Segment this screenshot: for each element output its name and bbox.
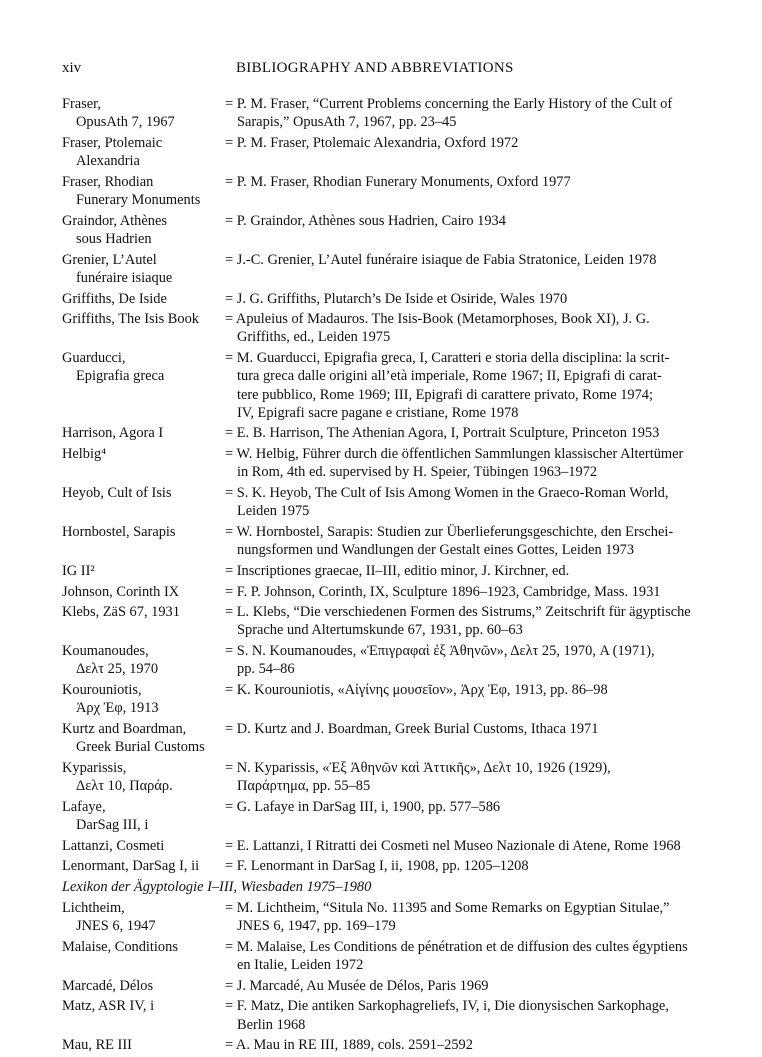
entry-reference: [225, 562, 702, 580]
abbreviation-line: Guarducci,: [62, 350, 126, 367]
reference-line: en Italie, Leiden 1972: [237, 956, 364, 973]
abbreviation-line: Griffiths, The Isis Book: [62, 311, 199, 328]
bibliography-entry: [62, 681, 702, 717]
reference-line: = M. Guarducci, Epigrafia greca, I, Caratteri e storia della disciplina: la scrit-: [225, 349, 702, 367]
reference-line: = L. Klebs, “Die verschiedenen Formen des Sistrums,” Zeitschrift für ägyptische: [225, 603, 702, 621]
reference-line: = J. G. Griffiths, Plutarch’s De Iside et Osiride, Wales 1970: [225, 290, 702, 308]
abbreviation-line: Helbig⁴: [62, 446, 107, 463]
reference-line: Berlin 1968: [237, 1016, 306, 1033]
entry-reference: [225, 759, 702, 795]
abbreviation-line: Funerary Monuments: [76, 192, 201, 209]
reference-line: tura greca dalle origini all’età imperiale, Rome 1967; II, Epigrafi di carat-: [237, 368, 662, 385]
bibliography-entry: [62, 583, 702, 601]
abbreviation-line: Kourouniotis,: [62, 682, 142, 699]
bibliography-entry: [62, 424, 702, 442]
entry-abbreviation: [62, 938, 225, 974]
abbreviation-line: Koumanoudes,: [62, 643, 149, 660]
bibliography-entry: [62, 134, 702, 170]
bibliography-entry: [62, 759, 702, 795]
bibliography-entry: [62, 603, 702, 639]
abbreviation-line: Grenier, L’Autel: [62, 251, 157, 268]
entry-reference: [225, 484, 702, 520]
abbreviation-line: Δελτ 25, 1970: [76, 661, 159, 678]
reference-line: = P. Graindor, Athènes sous Hadrien, Cairo 1934: [225, 212, 702, 230]
reference-line: Griffiths, ed., Leiden 1975: [237, 329, 391, 346]
entry-abbreviation: [62, 290, 225, 308]
entry-reference: [225, 938, 702, 974]
bibliography-entry: [62, 720, 702, 756]
entry-abbreviation: [62, 349, 225, 422]
page-header: [0, 60, 762, 82]
abbreviation-line: Griffiths, De Iside: [62, 290, 167, 307]
reference-line: = P. M. Fraser, “Current Problems concerning the Early History of the Cult of: [225, 95, 702, 113]
reference-line: = K. Kourouniotis, «Αἰγίνης μουσεῖον», Ἀρχ Ἐφ, 1913, pp. 86–98: [225, 681, 702, 699]
entry-reference: [225, 212, 702, 248]
bibliography-entry: [62, 173, 702, 209]
reference-line: IV, Epigrafi sacre pagane e cristiane, Rome 1978: [237, 404, 519, 421]
bibliography-entry: [62, 310, 702, 346]
entry-reference: [225, 251, 702, 287]
entry-abbreviation: [62, 424, 225, 442]
reference-line: = W. Hornbostel, Sarapis: Studien zur Überlieferungsgeschichte, den Erschei-: [225, 523, 702, 541]
reference-line: pp. 54–86: [237, 661, 295, 678]
reference-line: = Inscriptiones graecae, II–III, editio minor, J. Kirchner, ed.: [225, 562, 702, 580]
entry-reference: [225, 798, 702, 834]
abbreviation-line: Fraser, Rhodian: [62, 173, 154, 190]
abbreviation-line: Δελτ 10, Παράρ.: [76, 778, 173, 795]
reference-line: = S. N. Koumanoudes, «Ἐπιγραφαὶ ἐξ Ἀθηνῶν», Δελτ 25, 1970, A (1971),: [225, 642, 702, 660]
abbreviation-line: Harrison, Agora I: [62, 425, 164, 442]
bibliography-entry: [62, 977, 702, 995]
abbreviation-line: Klebs, ZäS 67, 1931: [62, 604, 180, 621]
abbreviation-line: Johnson, Corinth IX: [62, 583, 180, 600]
entry-abbreviation: [62, 310, 225, 346]
abbreviation-line: Lichtheim,: [62, 899, 125, 916]
entry-reference: [225, 1036, 702, 1054]
bibliography-entry: [62, 290, 702, 308]
entry-reference: [225, 173, 702, 209]
entry-abbreviation: [62, 212, 225, 248]
reference-line: Παράρτημα, pp. 55–85: [237, 778, 371, 795]
abbreviation-line: IG II²: [62, 562, 95, 579]
entry-reference: [225, 310, 702, 346]
abbreviation-line: Lattanzi, Cosmeti: [62, 837, 165, 854]
abbreviation-line: JNES 6, 1947: [76, 918, 156, 935]
abbreviation-line: Alexandria: [76, 153, 140, 170]
entry-reference: [225, 95, 702, 131]
reference-line: = F. P. Johnson, Corinth, IX, Sculpture 1896–1923, Cambridge, Mass. 1931: [225, 583, 702, 601]
entry-abbreviation: [62, 523, 225, 559]
abbreviation-line: Fraser, Ptolemaic: [62, 134, 163, 151]
entry-reference: [225, 424, 702, 442]
entry-abbreviation: [62, 562, 225, 580]
reference-line: = D. Kurtz and J. Boardman, Greek Burial Customs, Ithaca 1971: [225, 720, 702, 738]
reference-line: = W. Helbig, Führer durch die öffentlichen Sammlungen klassischer Altertümer: [225, 445, 702, 463]
abbreviation-line: Fraser,: [62, 96, 101, 112]
bibliography-entry: [62, 857, 702, 875]
reference-line: nungsformen und Wandlungen der Gestalt eines Gottes, Leiden 1973: [237, 542, 635, 559]
abbreviation-line: Lafaye,: [62, 798, 106, 815]
bibliography-entry: [62, 212, 702, 248]
reference-line: = P. M. Fraser, Rhodian Funerary Monuments, Oxford 1977: [225, 173, 702, 191]
bibliography-entry: [62, 251, 702, 287]
entry-abbreviation: [62, 857, 225, 875]
reference-line: Sarapis,” OpusAth 7, 1967, pp. 23–45: [237, 114, 457, 131]
abbreviation-line: Ἀρχ Ἐφ, 1913: [76, 700, 159, 717]
entry-abbreviation: [62, 173, 225, 209]
bibliography-entry: [62, 938, 702, 974]
entry-abbreviation: [62, 837, 225, 855]
entry-abbreviation: [62, 484, 225, 520]
entry-abbreviation: [62, 899, 225, 935]
reference-line: = M. Malaise, Les Conditions de pénétration et de diffusion des cultes égyptiens: [225, 938, 702, 956]
entry-full-text: Lexikon der Ägyptologie I–III, Wiesbaden 1975–1980: [62, 879, 372, 896]
bibliography-list: [62, 95, 702, 1057]
bibliography-entry: [62, 798, 702, 834]
reference-line: = P. M. Fraser, Ptolemaic Alexandria, Oxford 1972: [225, 134, 702, 152]
bibliography-entry: [62, 1036, 702, 1054]
reference-line: = E. B. Harrison, The Athenian Agora, I, Portrait Sculpture, Princeton 1953: [225, 424, 702, 442]
entry-abbreviation: [62, 445, 225, 481]
bibliography-entry: [62, 484, 702, 520]
reference-line: = N. Kyparissis, «Ἐξ Ἀθηνῶν καὶ Ἀττικῆς», Δελτ 10, 1926 (1929),: [225, 759, 702, 777]
reference-line: = S. K. Heyob, The Cult of Isis Among Women in the Graeco-Roman World,: [225, 484, 702, 502]
bibliography-entry: [62, 878, 702, 896]
reference-line: = J. Marcadé, Au Musée de Délos, Paris 1969: [225, 977, 702, 995]
bibliography-entry: [62, 642, 702, 678]
abbreviation-line: DarSag III, i: [76, 817, 149, 834]
abbreviation-line: Mau, RE III: [62, 1037, 132, 1054]
entry-abbreviation: [62, 997, 225, 1033]
abbreviation-line: Kurtz and Boardman,: [62, 721, 187, 737]
reference-line: = J.-C. Grenier, L’Autel funéraire isiaque de Fabia Stratonice, Leiden 1978: [225, 251, 702, 269]
abbreviation-line: Marcadé, Délos: [62, 977, 154, 994]
entry-reference: [225, 290, 702, 308]
entry-reference: [225, 583, 702, 601]
entry-abbreviation: [62, 1036, 225, 1054]
abbreviation-line: Heyob, Cult of Isis: [62, 485, 172, 502]
entry-reference: [225, 642, 702, 678]
entry-abbreviation: [62, 681, 225, 717]
abbreviation-line: Greek Burial Customs: [76, 739, 205, 756]
entry-abbreviation: [62, 720, 225, 756]
bibliography-entry: [62, 523, 702, 559]
bibliography-entry: [62, 445, 702, 481]
entry-reference: [225, 349, 702, 422]
bibliography-entry: [62, 899, 702, 935]
abbreviation-line: OpusAth 7, 1967: [76, 114, 175, 131]
entry-reference: [225, 681, 702, 717]
reference-line: JNES 6, 1947, pp. 169–179: [237, 918, 396, 935]
entry-reference: [225, 445, 702, 481]
abbreviation-line: Kyparissis,: [62, 759, 127, 776]
entry-abbreviation: [62, 251, 225, 287]
abbreviation-line: Epigrafia greca: [76, 368, 165, 385]
entry-abbreviation: [62, 134, 225, 170]
reference-line: tere pubblico, Rome 1969; III, Epigrafi di carattere privato, Rome 1974;: [237, 386, 654, 403]
entry-reference: [225, 523, 702, 559]
bibliography-entry: [62, 562, 702, 580]
entry-abbreviation: [62, 603, 225, 639]
entry-abbreviation: [62, 977, 225, 995]
page-number: xiv: [62, 60, 82, 76]
entry-reference: [225, 837, 702, 855]
bibliography-entry: [62, 997, 702, 1033]
reference-line: in Rom, 4th ed. supervised by H. Speier, Tübingen 1963–1972: [237, 464, 598, 481]
bibliography-entry: [62, 837, 702, 855]
entry-abbreviation: [62, 642, 225, 678]
running-head: BIBLIOGRAPHY AND ABBREVIATIONS: [236, 60, 514, 76]
entry-abbreviation: [62, 583, 225, 601]
entry-reference: [225, 899, 702, 935]
entry-abbreviation: [62, 798, 225, 834]
bibliography-entry: [62, 95, 702, 131]
entry-reference: [225, 720, 702, 756]
reference-line: Leiden 1975: [237, 503, 310, 520]
abbreviation-line: funéraire isiaque: [76, 269, 173, 286]
entry-reference: [225, 997, 702, 1033]
abbreviation-line: Graindor, Athènes: [62, 212, 167, 229]
abbreviation-line: Hornbostel, Sarapis: [62, 523, 176, 540]
reference-line: Sprache und Altertumskunde 67, 1931, pp. 60–63: [237, 622, 523, 639]
reference-line: = A. Mau in RE III, 1889, cols. 2591–2592: [225, 1036, 702, 1054]
reference-line: = E. Lattanzi, I Ritratti dei Cosmeti nel Museo Nazionale di Atene, Rome 1968: [225, 837, 702, 855]
entry-reference: [225, 134, 702, 170]
bibliography-entry: [62, 349, 702, 422]
reference-line: = Apuleius of Madauros. The Isis-Book (Metamorphoses, Book XI), J. G.: [225, 310, 702, 328]
entry-reference: [225, 603, 702, 639]
reference-line: = G. Lafaye in DarSag III, i, 1900, pp. 577–586: [225, 798, 702, 816]
entry-reference: [225, 857, 702, 875]
abbreviation-line: sous Hadrien: [76, 230, 152, 247]
entry-reference: [225, 977, 702, 995]
abbreviation-line: Malaise, Conditions: [62, 938, 178, 955]
reference-line: = M. Lichtheim, “Situla No. 11395 and Some Remarks on Egyptian Situlae,”: [225, 899, 702, 917]
reference-line: = F. Matz, Die antiken Sarkophagreliefs, IV, i, Die dionysischen Sarkophage,: [225, 997, 702, 1015]
entry-abbreviation: [62, 759, 225, 795]
reference-line: = F. Lenormant in DarSag I, ii, 1908, pp. 1205–1208: [225, 857, 702, 875]
entry-abbreviation: [62, 95, 225, 131]
abbreviation-line: Lenormant, DarSag I, ii: [62, 858, 200, 875]
abbreviation-line: Matz, ASR IV, i: [62, 998, 155, 1015]
